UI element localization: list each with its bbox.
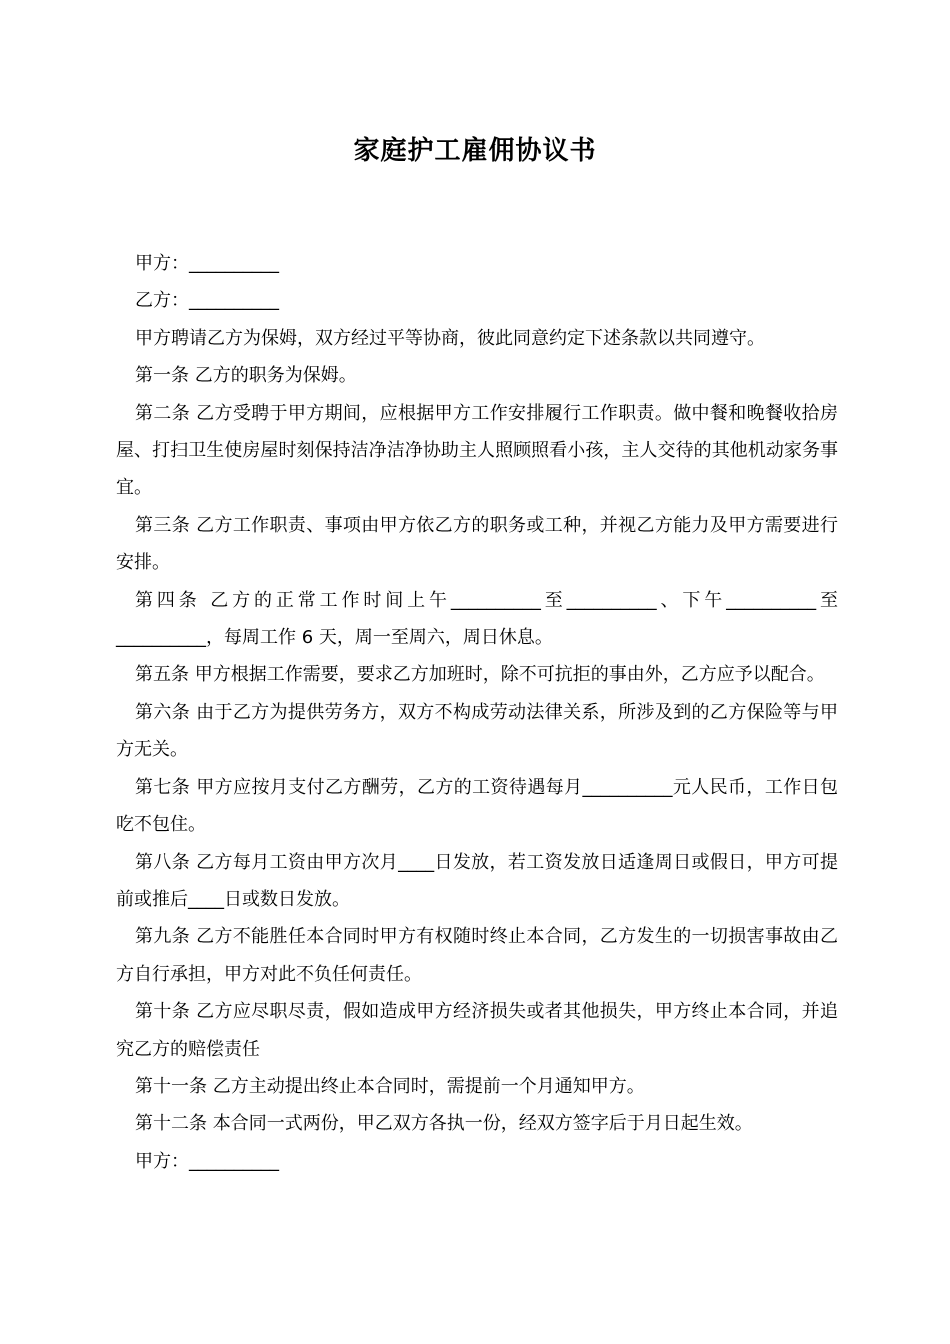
preamble: 甲方聘请乙方为保姆，双方经过平等协商，彼此同意约定下述条款以共同遵守。	[135, 327, 765, 349]
party-a-signature-line: 甲方：__________	[135, 1150, 279, 1172]
article-11: 第十一条 乙方主动提出终止本合同时，需提前一个月通知甲方。	[135, 1075, 645, 1097]
article-9: 第九条 乙方不能胜任本合同时甲方有权随时终止本合同，乙方发生的一切损害事故由乙方自行承担，甲方对此不负任何责任。	[116, 926, 838, 985]
document-title: 家庭护工雇佣协议书	[353, 136, 597, 166]
article-6: 第六条 由于乙方为提供劳务方，双方不构成劳动法律关系，所涉及到的乙方保险等与甲方无关。	[116, 701, 838, 761]
document-body	[116, 245, 838, 1180]
article-5: 第五条 甲方根据工作需要，要求乙方加班时，除不可抗拒的事由外，乙方应予以配合。	[135, 664, 825, 686]
article-1: 第一条 乙方的职务为保姆。	[135, 365, 357, 387]
party-a-line: 甲方：__________	[135, 253, 279, 274]
article-10: 第十条 乙方应尽职尽责，假如造成甲方经济损失或者其他损失，甲方终止本合同，并追究乙方的赔偿责任	[116, 1001, 838, 1060]
article-4: 第四条 乙方的正常工作时间上午__________至__________、下午__________至__________，每周工作 6 天，周一至周六，周日休息。	[116, 589, 838, 649]
party-b-line: 乙方：__________	[135, 290, 279, 312]
article-8: 第八条 乙方每月工资由甲方次月____日发放，若工资发放日适逢周日或假日，甲方可提前或推后____日或数日发放。	[116, 851, 838, 910]
article-2: 第二条 乙方受聘于甲方期间，应根据甲方工作安排履行工作职责。做中餐和晚餐收拾房屋、打扫卫生使房屋时刻保持洁净洁净协助主人照顾照看小孩，主人交待的其他机动家务事宜。	[116, 402, 838, 499]
article-7: 第七条 甲方应按月支付乙方酬劳，乙方的工资待遇每月__________元人民币，工作日包吃不包住。	[116, 776, 838, 836]
article-12: 第十二条 本合同一式两份，甲乙双方各执一份，经双方签字后于月日起生效。	[135, 1113, 753, 1135]
article-3: 第三条 乙方工作职责、事项由甲方依乙方的职务或工种，并视乙方能力及甲方需要进行安排。	[116, 514, 838, 574]
